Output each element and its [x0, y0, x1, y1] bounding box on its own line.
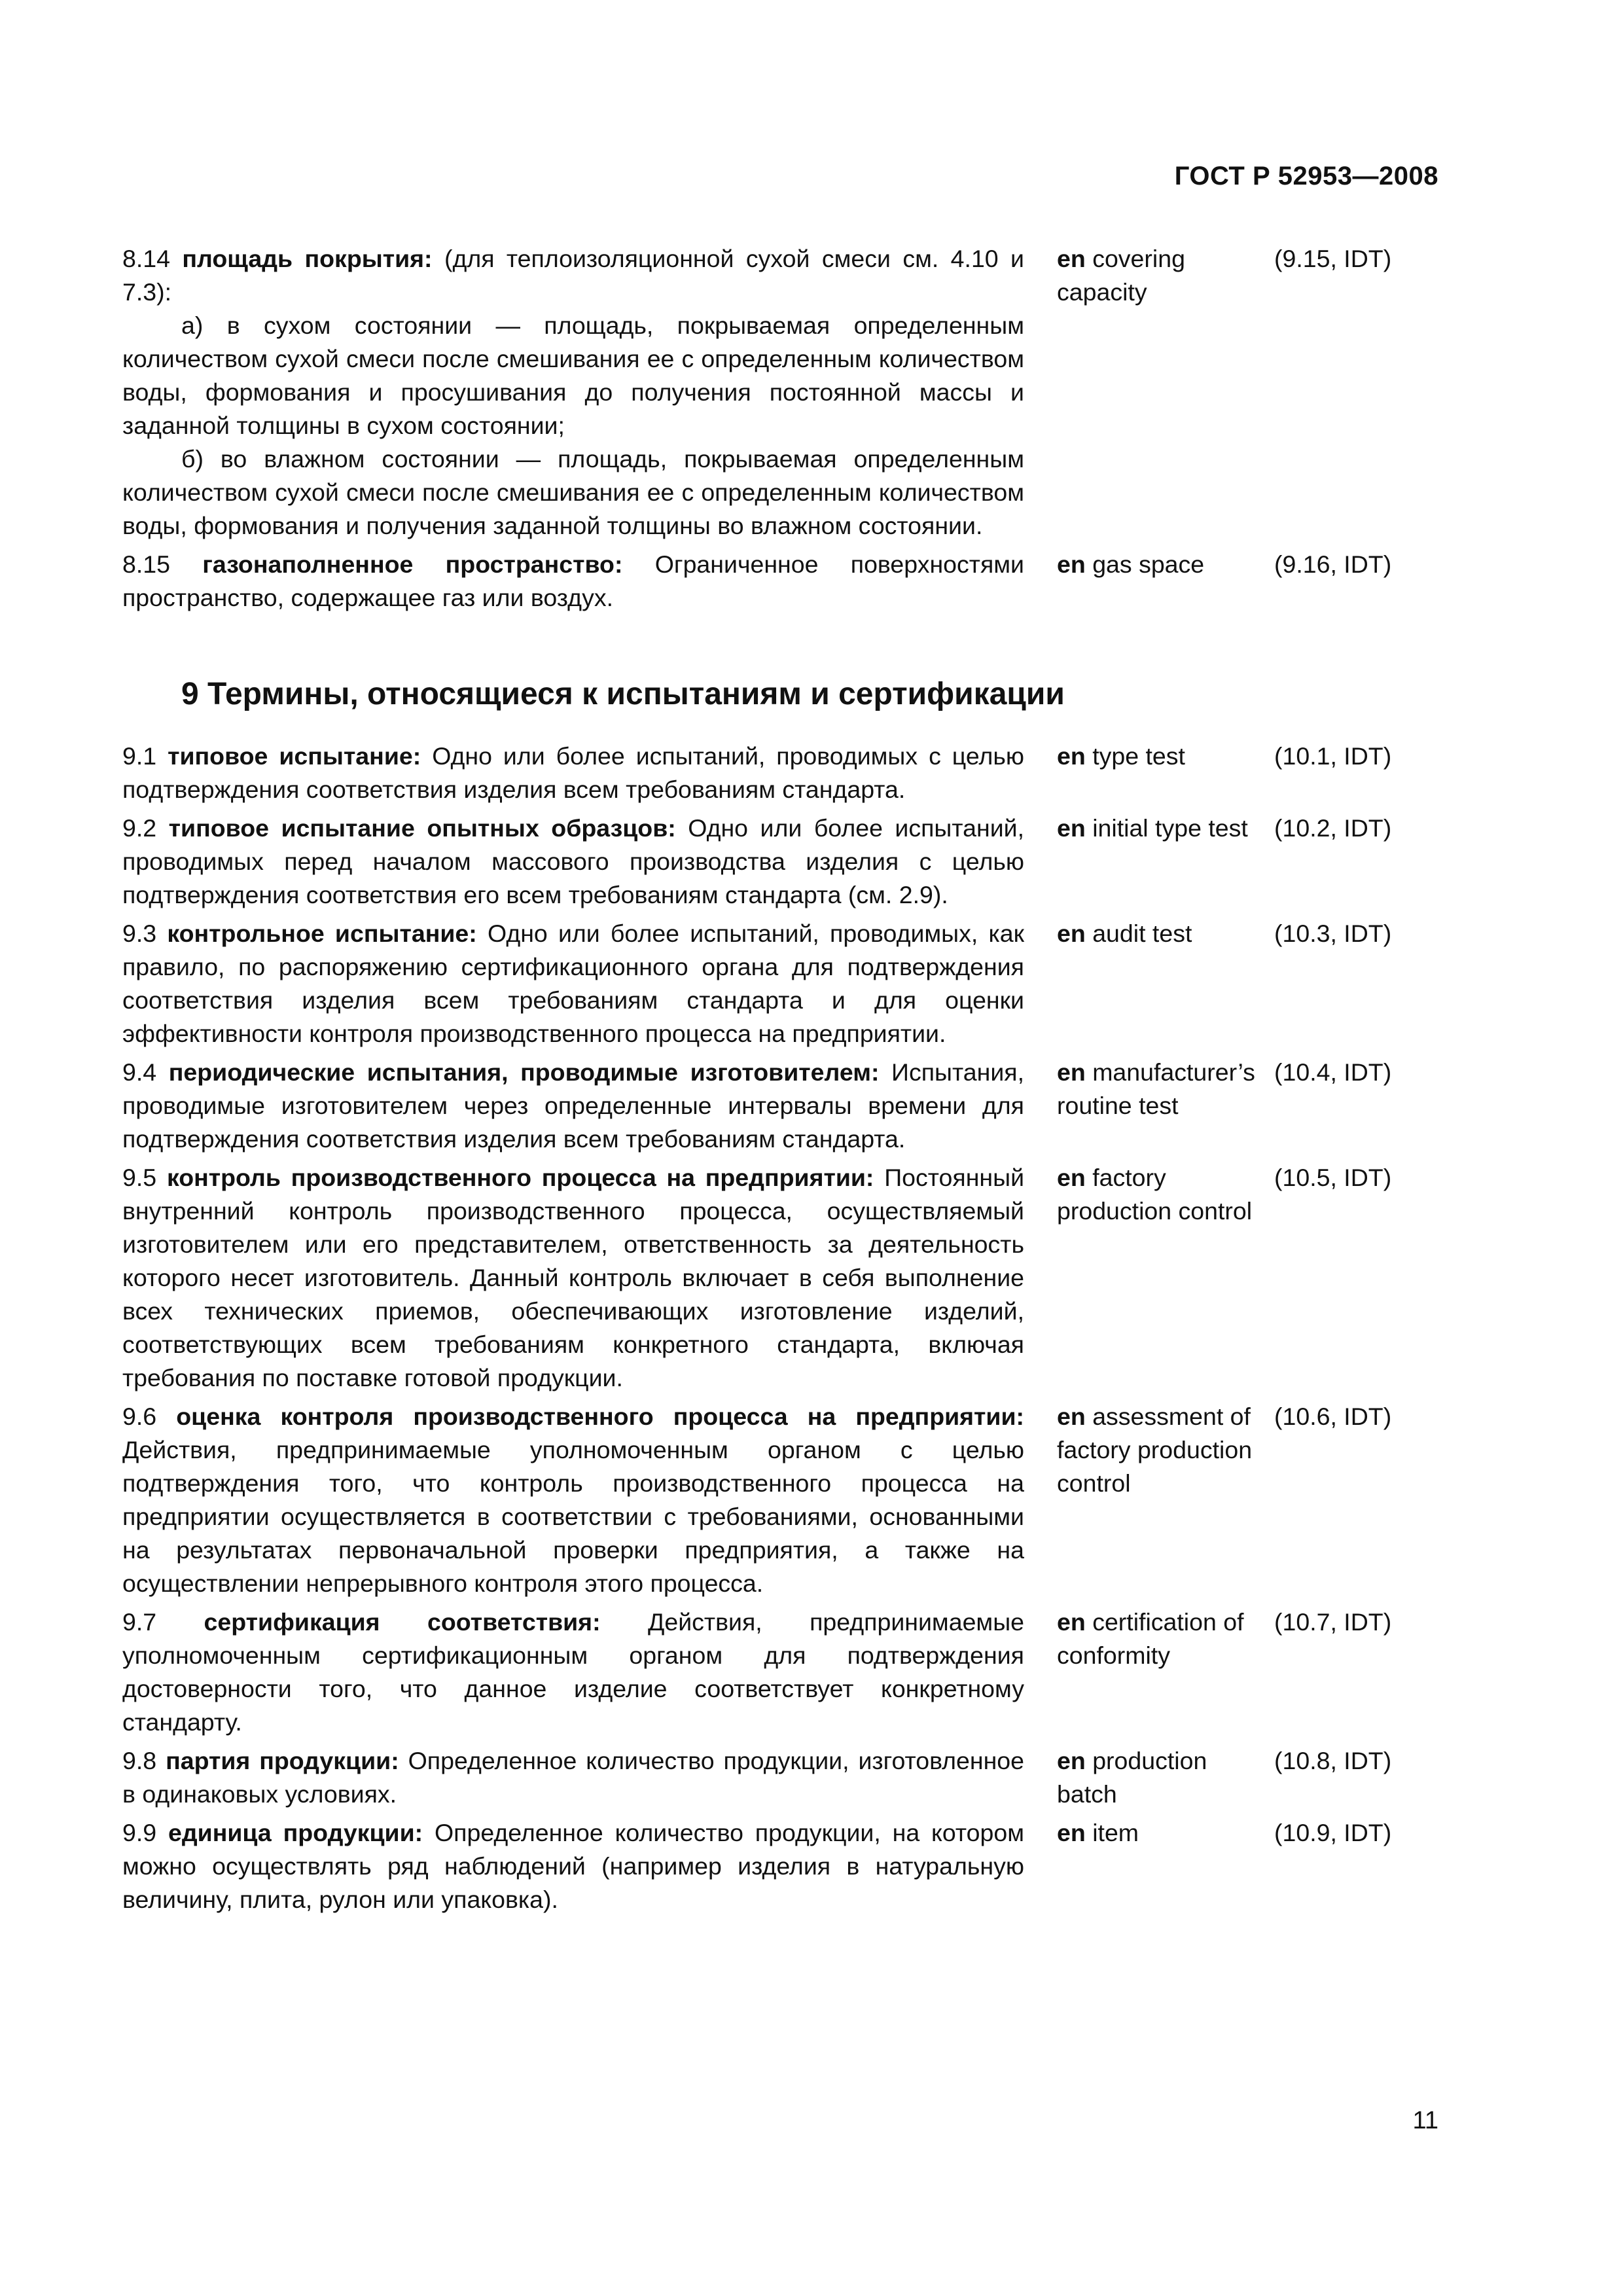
- english-equivalent: en gas space: [1057, 550, 1205, 578]
- section-8-entries: [122, 242, 1444, 620]
- term-definition: Ограниченное поверхностями пространство, содержащее газ или воздух.: [122, 550, 1024, 611]
- term-number: 8.14: [122, 245, 170, 272]
- english-equivalent: en certification of conformity: [1057, 1608, 1244, 1669]
- english-equivalent: en production batch: [1057, 1747, 1207, 1808]
- term-definition: Определенное количество продукции, изготовленное в одинаковых условиях.: [122, 1747, 1025, 1808]
- term-entry-9-7: 9.7 сертификация соответствия: Действия, предпринимаемые уполномоченным сертификационным органом для подтверждения достоверности того, что данное изделие соответствует конкретному стандарту. en certification of conformity (10.7, IDT): [122, 1605, 1444, 1739]
- term-entry-9-4: 9.4 периодические испытания, проводимые изготовителем: Испытания, проводимые изготовителем через определенные интервалы времени для подтверждения соответствия изделия всем требованиям стандарта. en manufacturer’s routine test (10.4, IDT): [122, 1056, 1444, 1156]
- term-entry-9-6: 9.6 оценка контроля производственного процесса на предприятии: Действия, предпринимаемые уполномоченным органом с целью подтверждения того, что контроль производственного процесса на предприятии осуществляется в соответствии с требованиями, основанными на результатах первоначальной проверки предприятия, а также на осуществлении непрерывного контроля этого процесса. en assessment of factory production control (10.6, IDT): [122, 1400, 1444, 1600]
- term-name: газонаполненное пространство:: [202, 550, 623, 578]
- term-definition: Действия, предпринимаемые уполномоченным сертификационным органом для подтверждения достоверности того, что данное изделие соответствует конкретному стандарту.: [122, 1608, 1025, 1736]
- source-reference: (9.15, IDT): [1274, 245, 1392, 272]
- term-definition: Одно или более испытаний, проводимых перед началом массового производства изделия с целью подтверждения соответствия его всем требованиям стандарта (см. 2.9).: [122, 814, 1025, 908]
- source-reference: (10.5, IDT): [1274, 1164, 1392, 1191]
- term-name: периодические испытания, проводимые изготовителем:: [168, 1058, 880, 1086]
- term-number: 8.15: [122, 550, 170, 578]
- term-entry-9-2: 9.2 типовое испытание опытных образцов: Одно или более испытаний, проводимых перед началом массового производства изделия с целью подтверждения соответствия его всем требованиям стандарта (см. 2.9). en initial type test (10.2, IDT): [122, 812, 1444, 912]
- term-definition: Постоянный внутренний контроль производственного процесса, осуществляемый изготовителем или его представителем, ответственность за деятельность которого несет изготовитель. Данный контроль включает в себя выполнение всех технических приемов, обеспечивающих изготовление изделий, соответствующих всем требованиям конкретного стандарта, включая требования по поставке готовой продукции.: [122, 1164, 1025, 1391]
- english-equivalent: en audit test: [1057, 920, 1192, 947]
- term-definition: б) во влажном состоянии — площадь, покрываемая определенным количеством сухой смеси после смешивания ее с определенным количеством воды, формования и получения заданной толщины во влажном состоянии.: [122, 445, 1024, 539]
- term-name: площадь покрытия:: [182, 245, 433, 272]
- term-definition: (для теплоизоляционной сухой смеси см. 4.10 и 7.3):: [122, 245, 1025, 306]
- term-definition: а) в сухом состоянии — площадь, покрываемая определенным количеством сухой смеси после смешивания ее с определенным количеством воды, формования и просушивания до получения постоянной массы и заданной толщины в сухом состоянии;: [122, 312, 1024, 439]
- term-name: типовое испытание:: [168, 742, 421, 770]
- term-name: контрольное испытание:: [167, 920, 477, 947]
- term-entry-8-15: [122, 548, 1444, 615]
- term-definition: Одно или более испытаний, проводимых, как правило, по распоряжению сертификационного органа для подтверждения соответствия изделия всем требованиям стандарта и для оценки эффективности контроля производственного процесса на предприятии.: [122, 920, 1024, 1047]
- source-reference: (10.4, IDT): [1274, 1058, 1392, 1086]
- term-name: контроль производственного процесса на предприятии:: [166, 1164, 874, 1191]
- term-name: партия продукции:: [166, 1747, 399, 1774]
- term-entry-9-1: 9.1 типовое испытание: Одно или более испытаний, проводимых с целью подтверждения соответствия изделия всем требованиям стандарта. en type test (10.1, IDT): [122, 740, 1444, 806]
- term-definition: Испытания, проводимые изготовителем через определенные интервалы времени для подтверждения соответствия изделия всем требованиям стандарта.: [122, 1058, 1024, 1153]
- source-reference: (10.7, IDT): [1274, 1608, 1392, 1636]
- term-name: единица продукции:: [168, 1819, 423, 1846]
- section-9-entries: [122, 740, 1444, 1922]
- term-entry-9-8: 9.8 партия продукции: Определенное количество продукции, изготовленное в одинаковых условиях. en production batch (10.8, IDT): [122, 1744, 1444, 1811]
- source-reference: (9.16, IDT): [1274, 550, 1392, 578]
- english-equivalent: en covering capacity: [1057, 245, 1185, 306]
- document-code: ГОСТ Р 52953—2008: [1174, 162, 1438, 190]
- english-equivalent: en assessment of factory production control: [1057, 1403, 1253, 1497]
- page-number: 11: [1412, 2107, 1438, 2134]
- source-reference: (10.8, IDT): [1274, 1747, 1392, 1774]
- source-reference: (10.1, IDT): [1274, 742, 1392, 770]
- term-definition: Определенное количество продукции, на котором можно осуществлять ряд наблюдений (например изделия в натуральную величину, плита, рулон или упаковка).: [122, 1819, 1025, 1913]
- term-entry-9-5: 9.5 контроль производственного процесса на предприятии: Постоянный внутренний контроль производственного процесса, осуществляемый изготовителем или его представителем, ответственность за деятельность которого несет изготовитель. Данный контроль включает в себя выполнение всех технических приемов, обеспечивающих изготовление изделий, соответствующих всем требованиям конкретного стандарта, включая требования по поставке готовой продукции. en factory production control (10.5, IDT): [122, 1161, 1444, 1395]
- source-reference: (10.3, IDT): [1274, 920, 1392, 947]
- term-definition: Одно или более испытаний, проводимых с целью подтверждения соответствия изделия всем требованиям стандарта.: [122, 742, 1025, 803]
- english-equivalent: en factory production control: [1057, 1164, 1253, 1225]
- source-reference: (10.2, IDT): [1274, 814, 1392, 842]
- english-equivalent: en manufacturer’s routine test: [1057, 1058, 1255, 1119]
- term-entry-8-14: [122, 242, 1444, 543]
- term-name: типовое испытание опытных образцов:: [168, 814, 676, 842]
- english-equivalent: en initial type test: [1057, 814, 1248, 842]
- term-entry-9-9: 9.9 единица продукции: Определенное количество продукции, на котором можно осуществлять ряд наблюдений (например изделия в натуральную величину, плита, рулон или упаковка). en item (10.9, IDT): [122, 1816, 1444, 1916]
- source-reference: (10.9, IDT): [1274, 1819, 1392, 1846]
- section-9-title: 9 Термины, относящиеся к испытаниям и сертификации: [181, 677, 1065, 711]
- english-equivalent: en type test: [1057, 742, 1185, 770]
- source-reference: (10.6, IDT): [1274, 1403, 1392, 1430]
- term-definition: Действия, предпринимаемые уполномоченным органом с целью подтверждения того, что контроль производственного процесса на предприятии осуществляется в соответствии с требованиями, основанными на результатах первоначальной проверки предприятия, а также на осуществлении непрерывного контроля этого процесса.: [122, 1436, 1024, 1597]
- term-name: сертификация соответствия:: [204, 1608, 601, 1636]
- english-equivalent: en item: [1057, 1819, 1139, 1846]
- term-entry-9-3: 9.3 контрольное испытание: Одно или более испытаний, проводимых, как правило, по распоряжению сертификационного органа для подтверждения соответствия изделия всем требованиям стандарта и для оценки эффективности контроля производственного процесса на предприятии. en audit test (10.3, IDT): [122, 917, 1444, 1050]
- term-name: оценка контроля производственного процесса на предприятии:: [176, 1403, 1024, 1430]
